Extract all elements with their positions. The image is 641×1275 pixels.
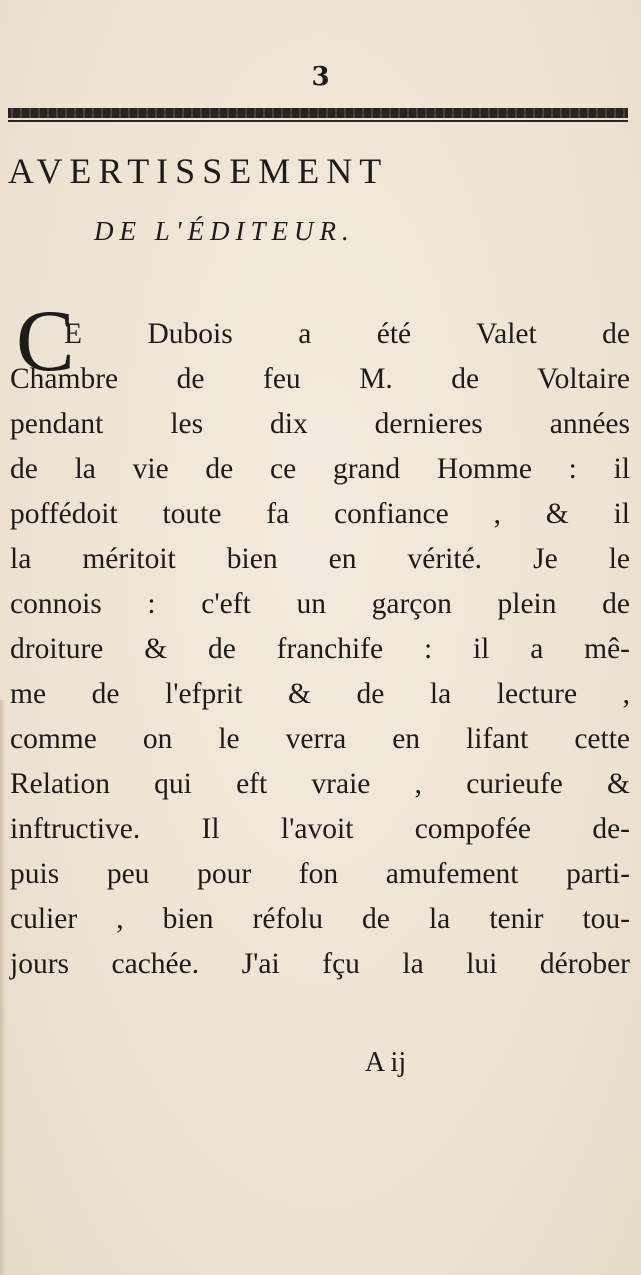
ornament-rule <box>8 108 628 118</box>
signature-mark: A ij <box>364 1047 407 1078</box>
page-subheading: DE L'ÉDITEUR. <box>94 216 355 246</box>
text-line: Chambre de feu M. de Voltaire <box>10 363 630 395</box>
text-line: poffédoit toute fa confiance , & il <box>10 498 630 530</box>
drop-cap: C <box>16 293 75 390</box>
text-line: culier , bien réfolu de la tenir tou- <box>10 903 630 935</box>
text-line: la méritoit bien en vérité. Je le <box>10 543 630 575</box>
text-line: E Dubois a été Valet de <box>64 318 630 350</box>
page-edge-shadow <box>0 700 6 1275</box>
text-line: droiture & de franchife : il a mê- <box>10 633 630 665</box>
body-text <box>10 312 630 987</box>
text-line: de la vie de ce grand Homme : il <box>10 453 630 485</box>
page-number: 3 <box>311 62 330 92</box>
text-line: puis peu pour fon amufement parti- <box>10 858 630 890</box>
page-heading: AVERTISSEMENT <box>8 151 389 191</box>
text-line: connois : c'eft un garçon plein de <box>10 588 630 620</box>
text-line: inftructive. Il l'avoit compofée de- <box>10 813 630 845</box>
text-line: comme on le verra en lifant cette <box>10 723 630 755</box>
text-line: Relation qui eft vraie , curieufe & <box>10 768 630 800</box>
text-line: me de l'efprit & de la lecture , <box>10 678 630 710</box>
text-line: pendant les dix dernieres années <box>10 408 630 440</box>
text-line: jours cachée. J'ai fçu la lui dérober <box>10 948 630 980</box>
